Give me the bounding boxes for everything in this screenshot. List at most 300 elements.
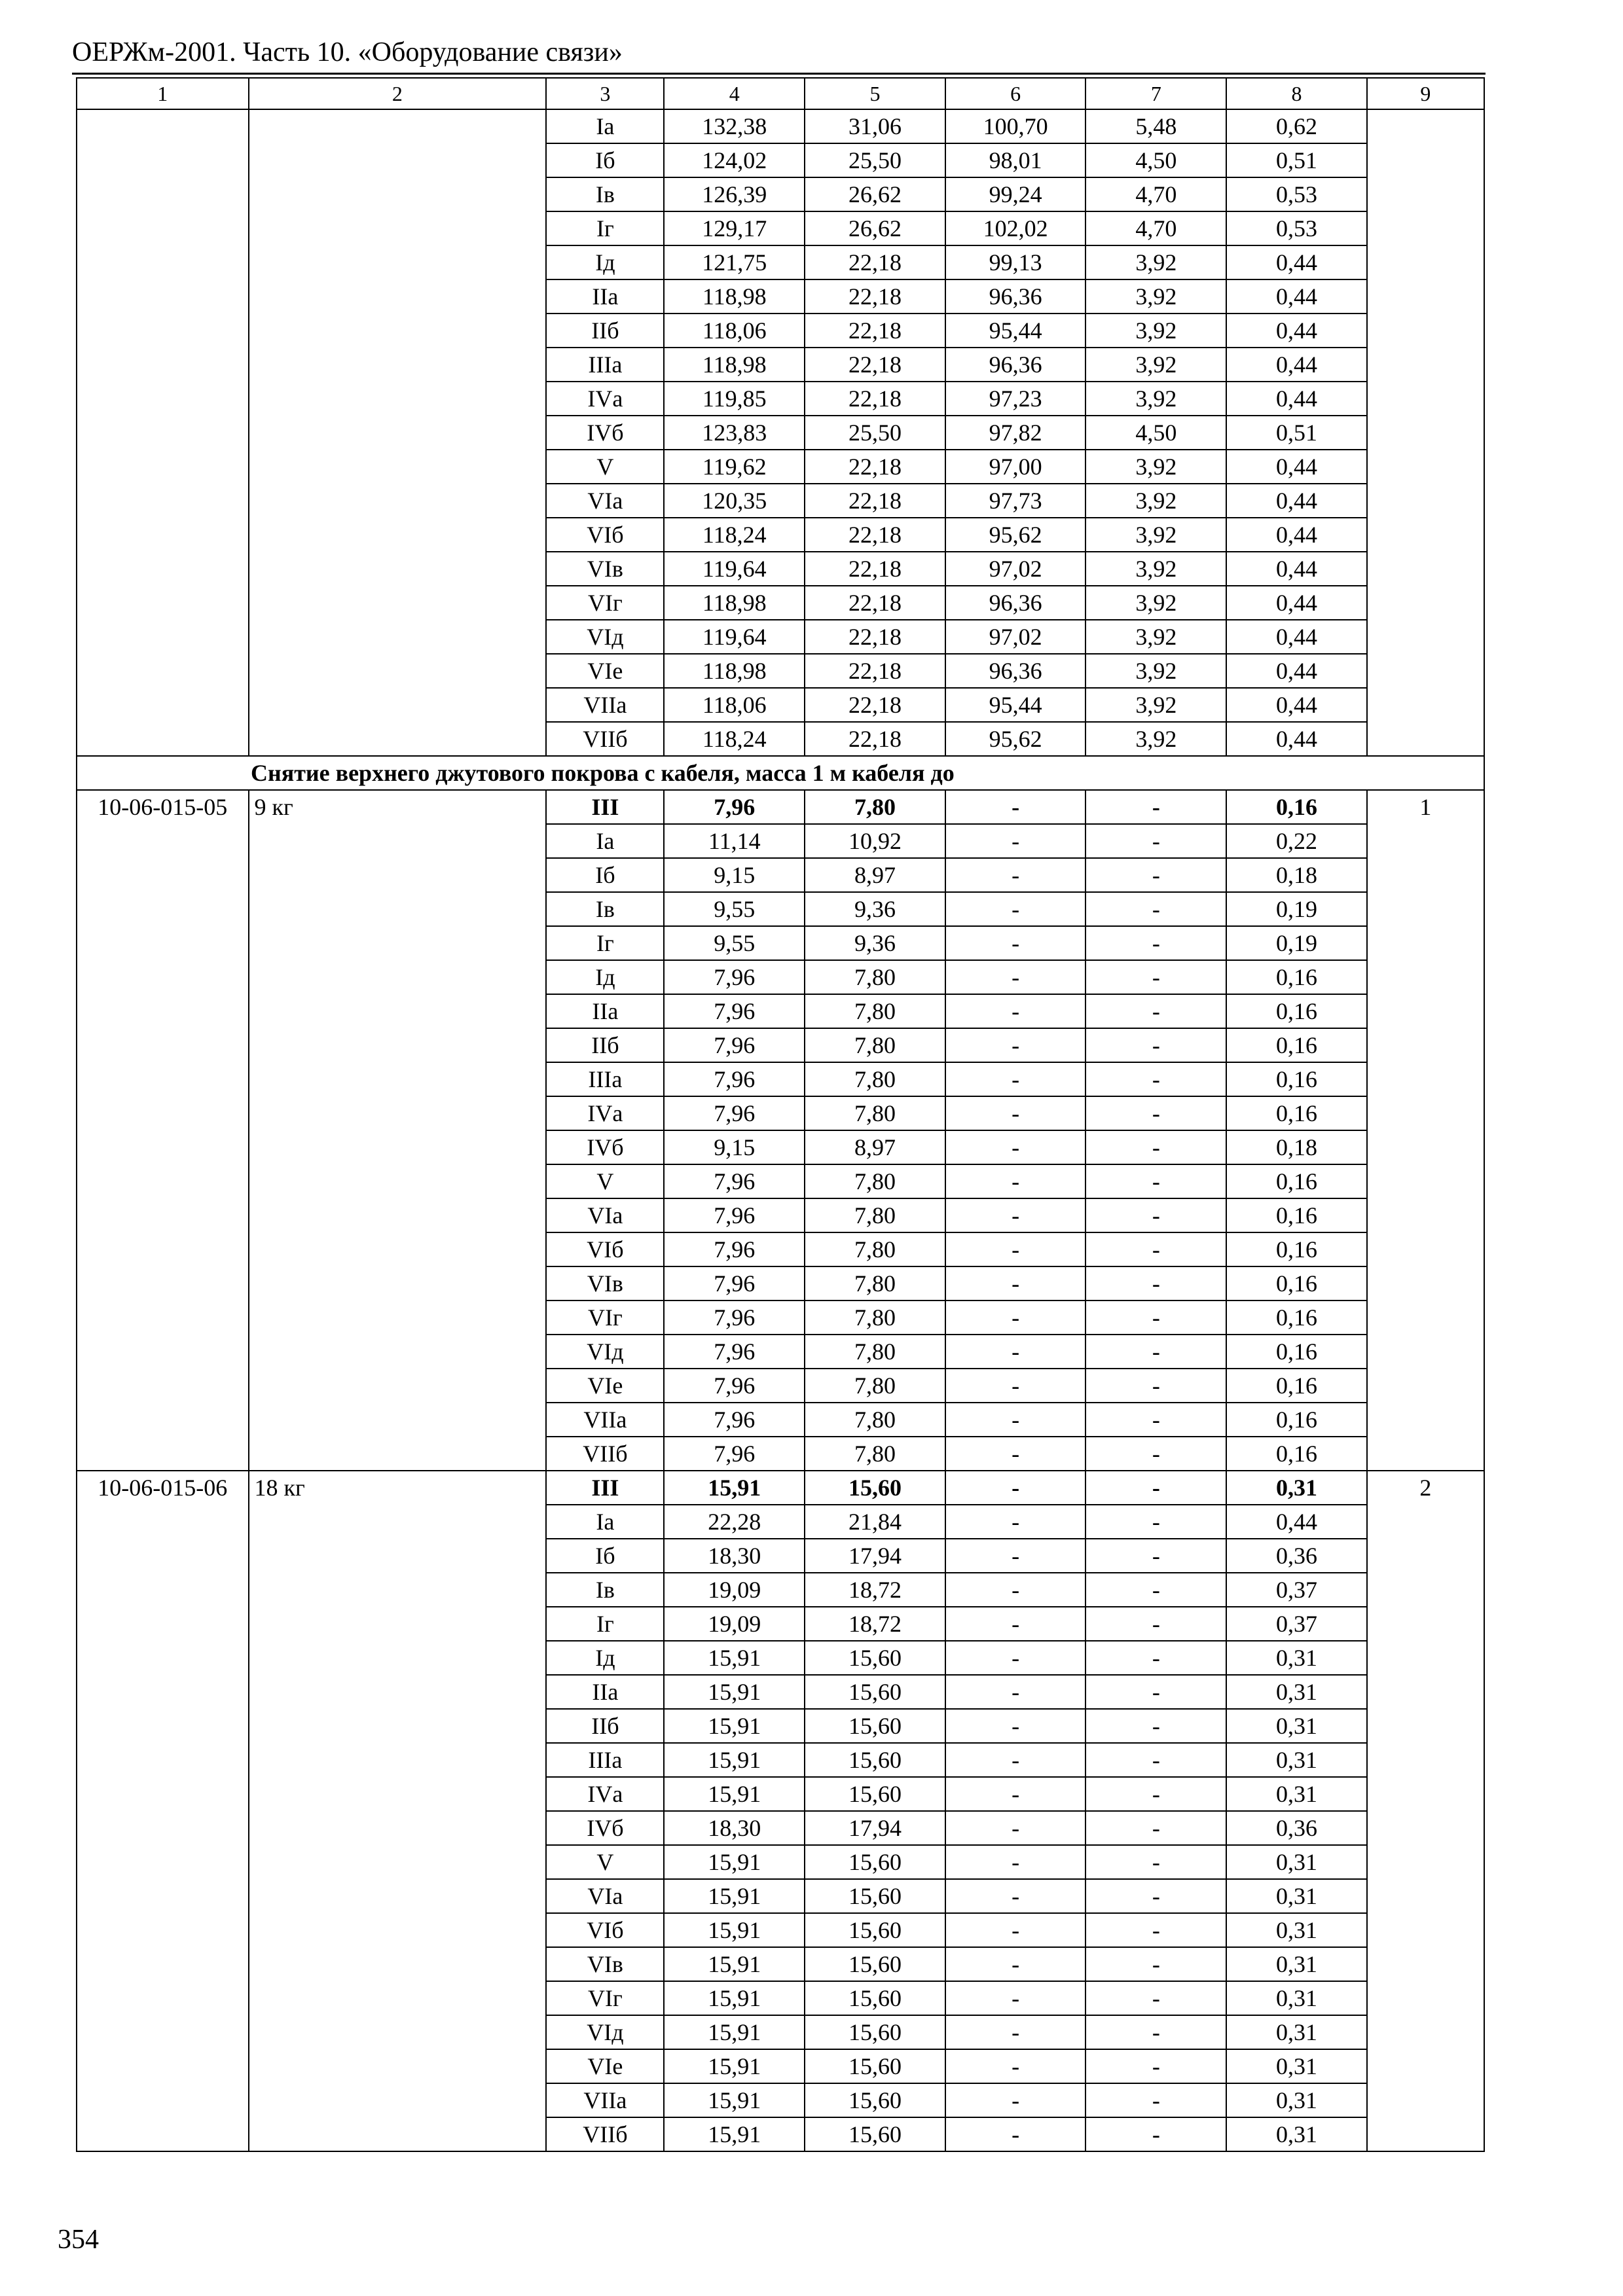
resource-code-cell: IIIа — [546, 1062, 664, 1096]
value-col8-cell: 0,16 — [1226, 1232, 1367, 1266]
value-col5-cell: 8,97 — [805, 858, 945, 892]
value-col4-cell: 15,91 — [664, 2117, 805, 2151]
resource-code-cell: VIг — [546, 586, 664, 620]
value-col5-cell: 22,18 — [805, 450, 945, 484]
value-col6-cell: 102,02 — [945, 211, 1086, 245]
value-col5-cell: 21,84 — [805, 1505, 945, 1539]
section-title: Снятие верхнего джутового покрова с кабеля, масса 1 м кабеля до — [77, 756, 1484, 790]
value-col7-cell: - — [1085, 1300, 1226, 1335]
value-col5-cell: 22,18 — [805, 382, 945, 416]
resource-code-cell: VIг — [546, 1981, 664, 2015]
value-col5-cell: 15,60 — [805, 2015, 945, 2049]
resource-code-cell: Iд — [546, 245, 664, 279]
value-col7-cell: 3,92 — [1085, 518, 1226, 552]
value-col6-cell: - — [945, 1675, 1086, 1709]
value-col5-cell: 15,60 — [805, 1845, 945, 1879]
value-col6-cell: 98,01 — [945, 143, 1086, 177]
value-col5-cell: 15,60 — [805, 1709, 945, 1743]
value-col8-cell: 0,16 — [1226, 1198, 1367, 1232]
value-col8-cell: 0,19 — [1226, 926, 1367, 960]
value-col4-cell: 22,28 — [664, 1505, 805, 1539]
value-col8-cell: 0,16 — [1226, 1300, 1367, 1335]
value-col7-cell: 3,92 — [1085, 586, 1226, 620]
value-col8-cell: 0,44 — [1226, 348, 1367, 382]
column-number-7: 7 — [1085, 78, 1226, 109]
value-col4-cell: 7,96 — [664, 1437, 805, 1471]
column-number-8: 8 — [1226, 78, 1367, 109]
resource-code-cell: V — [546, 1164, 664, 1198]
value-col8-cell: 0,16 — [1226, 1062, 1367, 1096]
table-row — [77, 109, 1484, 143]
value-col7-cell: - — [1085, 1028, 1226, 1062]
value-col4-cell: 15,91 — [664, 1913, 805, 1947]
value-col5-cell: 26,62 — [805, 177, 945, 211]
value-col6-cell: - — [945, 790, 1086, 824]
value-col7-cell: 3,92 — [1085, 620, 1226, 654]
resource-code-cell: Iв — [546, 177, 664, 211]
value-col4-cell: 7,96 — [664, 1096, 805, 1130]
value-col7-cell: - — [1085, 1811, 1226, 1845]
value-col5-cell: 22,18 — [805, 348, 945, 382]
value-col7-cell: - — [1085, 1709, 1226, 1743]
value-col4-cell: 7,96 — [664, 1062, 805, 1096]
value-col5-cell: 7,80 — [805, 1437, 945, 1471]
value-col4-cell: 132,38 — [664, 109, 805, 143]
resource-code-cell: V — [546, 450, 664, 484]
reference-cell-blank — [1367, 109, 1484, 756]
value-col7-cell: - — [1085, 1096, 1226, 1130]
value-col4-cell: 15,91 — [664, 1743, 805, 1777]
value-col6-cell: 95,62 — [945, 722, 1086, 756]
value-col6-cell: - — [945, 1062, 1086, 1096]
value-col6-cell: 97,82 — [945, 416, 1086, 450]
resource-code-cell: VIб — [546, 1913, 664, 1947]
value-col4-cell: 15,91 — [664, 2049, 805, 2083]
column-number-row — [77, 78, 1484, 109]
value-col5-cell: 22,18 — [805, 654, 945, 688]
value-col7-cell: - — [1085, 1164, 1226, 1198]
resource-code-cell: VIб — [546, 1232, 664, 1266]
value-col6-cell: 97,02 — [945, 552, 1086, 586]
value-col7-cell: 3,92 — [1085, 450, 1226, 484]
value-col7-cell: - — [1085, 1573, 1226, 1607]
resource-code-cell: V — [546, 1845, 664, 1879]
value-col6-cell: - — [945, 1403, 1086, 1437]
value-col4-cell: 118,24 — [664, 518, 805, 552]
value-col5-cell: 17,94 — [805, 1811, 945, 1845]
value-col7-cell: - — [1085, 1198, 1226, 1232]
value-col7-cell: - — [1085, 892, 1226, 926]
value-col4-cell: 7,96 — [664, 1266, 805, 1300]
value-col5-cell: 7,80 — [805, 1266, 945, 1300]
value-col7-cell: - — [1085, 960, 1226, 994]
resource-code-cell: Iг — [546, 211, 664, 245]
value-col4-cell: 19,09 — [664, 1573, 805, 1607]
value-col8-cell: 0,53 — [1226, 211, 1367, 245]
value-col4-cell: 15,91 — [664, 2015, 805, 2049]
value-col5-cell: 10,92 — [805, 824, 945, 858]
page-header: ОЕРЖм-2001. Часть 10. «Оборудование связи» — [72, 37, 623, 67]
value-col8-cell: 0,31 — [1226, 1981, 1367, 2015]
value-col6-cell: - — [945, 2117, 1086, 2151]
value-col6-cell: 97,02 — [945, 620, 1086, 654]
value-col8-cell: 0,31 — [1226, 1913, 1367, 1947]
value-col8-cell: 0,37 — [1226, 1573, 1367, 1607]
value-col7-cell: - — [1085, 1913, 1226, 1947]
rates-table — [76, 77, 1485, 2152]
value-col5-cell: 15,60 — [805, 1913, 945, 1947]
value-col6-cell: - — [945, 1641, 1086, 1675]
value-col8-cell: 0,16 — [1226, 1437, 1367, 1471]
value-col6-cell: - — [945, 1437, 1086, 1471]
reference-number: 2 — [1367, 1471, 1484, 2151]
value-col4-cell: 118,24 — [664, 722, 805, 756]
value-col6-cell: 96,36 — [945, 586, 1086, 620]
resource-code-cell: Iб — [546, 1539, 664, 1573]
resource-code-cell: Iд — [546, 1641, 664, 1675]
value-col5-cell: 18,72 — [805, 1573, 945, 1607]
resource-code-cell: IIб — [546, 1028, 664, 1062]
value-col8-cell: 0,44 — [1226, 620, 1367, 654]
value-col5-cell: 15,60 — [805, 1471, 945, 1505]
value-col7-cell: 4,50 — [1085, 416, 1226, 450]
value-col6-cell: - — [945, 1369, 1086, 1403]
value-col6-cell: - — [945, 1913, 1086, 1947]
code-cell-blank — [77, 109, 249, 756]
value-col4-cell: 7,96 — [664, 790, 805, 824]
value-col6-cell: 95,62 — [945, 518, 1086, 552]
value-col6-cell: - — [945, 1845, 1086, 1879]
value-col7-cell: - — [1085, 1130, 1226, 1164]
value-col7-cell: 3,92 — [1085, 484, 1226, 518]
value-col5-cell: 15,60 — [805, 1981, 945, 2015]
resource-code-cell: Iа — [546, 109, 664, 143]
value-col4-cell: 120,35 — [664, 484, 805, 518]
column-number-3: 3 — [546, 78, 664, 109]
resource-code-cell: VIд — [546, 1335, 664, 1369]
value-col6-cell: - — [945, 2015, 1086, 2049]
value-col5-cell: 15,60 — [805, 2083, 945, 2117]
value-col7-cell: - — [1085, 2015, 1226, 2049]
value-col6-cell: - — [945, 1164, 1086, 1198]
parameter-cell-blank — [249, 109, 547, 756]
value-col8-cell: 0,44 — [1226, 245, 1367, 279]
value-col5-cell: 7,80 — [805, 994, 945, 1028]
value-col7-cell: - — [1085, 1641, 1226, 1675]
resource-code-cell: VIд — [546, 2015, 664, 2049]
value-col8-cell: 0,62 — [1226, 109, 1367, 143]
value-col8-cell: 0,53 — [1226, 177, 1367, 211]
value-col7-cell: 3,92 — [1085, 245, 1226, 279]
value-col8-cell: 0,44 — [1226, 586, 1367, 620]
value-col6-cell: 96,36 — [945, 279, 1086, 314]
value-col6-cell: - — [945, 1028, 1086, 1062]
value-col6-cell: - — [945, 1539, 1086, 1573]
value-col8-cell: 0,31 — [1226, 2083, 1367, 2117]
resource-code-cell: Iа — [546, 824, 664, 858]
value-col6-cell: - — [945, 892, 1086, 926]
value-col8-cell: 0,44 — [1226, 722, 1367, 756]
value-col7-cell: - — [1085, 2049, 1226, 2083]
value-col6-cell: - — [945, 960, 1086, 994]
value-col5-cell: 7,80 — [805, 1028, 945, 1062]
resource-code-cell: IIб — [546, 1709, 664, 1743]
value-col7-cell: - — [1085, 1505, 1226, 1539]
value-col7-cell: - — [1085, 858, 1226, 892]
resource-code-cell: VIе — [546, 1369, 664, 1403]
rates-table-body — [77, 78, 1484, 2151]
value-col7-cell: - — [1085, 1369, 1226, 1403]
value-col7-cell: 3,92 — [1085, 279, 1226, 314]
value-col5-cell: 7,80 — [805, 1403, 945, 1437]
value-col4-cell: 126,39 — [664, 177, 805, 211]
value-col7-cell: 3,92 — [1085, 688, 1226, 722]
column-number-1: 1 — [77, 78, 249, 109]
value-col7-cell: - — [1085, 824, 1226, 858]
value-col4-cell: 9,15 — [664, 858, 805, 892]
value-col8-cell: 0,16 — [1226, 1266, 1367, 1300]
value-col4-cell: 118,06 — [664, 688, 805, 722]
table-row — [77, 790, 1484, 824]
resource-code-cell: IVа — [546, 382, 664, 416]
resource-code-cell: VIа — [546, 1879, 664, 1913]
value-col7-cell: - — [1085, 790, 1226, 824]
value-col4-cell: 119,62 — [664, 450, 805, 484]
value-col4-cell: 15,91 — [664, 1471, 805, 1505]
value-col4-cell: 7,96 — [664, 1369, 805, 1403]
resource-code-cell: IIIа — [546, 348, 664, 382]
parameter-value: 9 кг — [249, 790, 547, 1471]
value-col5-cell: 22,18 — [805, 552, 945, 586]
value-col6-cell: 96,36 — [945, 348, 1086, 382]
value-col8-cell: 0,31 — [1226, 1641, 1367, 1675]
value-col6-cell: - — [945, 1335, 1086, 1369]
value-col4-cell: 18,30 — [664, 1539, 805, 1573]
value-col6-cell: 99,24 — [945, 177, 1086, 211]
value-col8-cell: 0,51 — [1226, 416, 1367, 450]
resource-code-cell: VIб — [546, 518, 664, 552]
value-col6-cell: - — [945, 1709, 1086, 1743]
value-col6-cell: - — [945, 926, 1086, 960]
value-col7-cell: - — [1085, 1403, 1226, 1437]
value-col5-cell: 22,18 — [805, 586, 945, 620]
value-col6-cell: - — [945, 1811, 1086, 1845]
value-col6-cell: 100,70 — [945, 109, 1086, 143]
resource-code-cell: VIIб — [546, 2117, 664, 2151]
value-col4-cell: 123,83 — [664, 416, 805, 450]
value-col5-cell: 25,50 — [805, 143, 945, 177]
value-col7-cell: 4,50 — [1085, 143, 1226, 177]
value-col7-cell: - — [1085, 1675, 1226, 1709]
value-col5-cell: 15,60 — [805, 1879, 945, 1913]
value-col5-cell: 8,97 — [805, 1130, 945, 1164]
value-col7-cell: 4,70 — [1085, 177, 1226, 211]
value-col5-cell: 7,80 — [805, 1164, 945, 1198]
resource-code-cell: IVб — [546, 1811, 664, 1845]
resource-code-cell: Iб — [546, 858, 664, 892]
value-col8-cell: 0,16 — [1226, 1369, 1367, 1403]
value-col5-cell: 7,80 — [805, 1300, 945, 1335]
value-col4-cell: 118,98 — [664, 654, 805, 688]
value-col6-cell: - — [945, 1607, 1086, 1641]
value-col5-cell: 9,36 — [805, 892, 945, 926]
resource-code-cell: IVб — [546, 1130, 664, 1164]
value-col8-cell: 0,44 — [1226, 279, 1367, 314]
value-col5-cell: 22,18 — [805, 722, 945, 756]
value-col4-cell: 15,91 — [664, 1879, 805, 1913]
value-col7-cell: - — [1085, 1471, 1226, 1505]
value-col6-cell: - — [945, 1981, 1086, 2015]
value-col5-cell: 7,80 — [805, 960, 945, 994]
value-col5-cell: 22,18 — [805, 484, 945, 518]
value-col6-cell: 99,13 — [945, 245, 1086, 279]
value-col5-cell: 22,18 — [805, 518, 945, 552]
value-col5-cell: 7,80 — [805, 790, 945, 824]
value-col8-cell: 0,31 — [1226, 2049, 1367, 2083]
value-col5-cell: 7,80 — [805, 1335, 945, 1369]
value-col5-cell: 15,60 — [805, 1777, 945, 1811]
value-col4-cell: 15,91 — [664, 1845, 805, 1879]
reference-number: 1 — [1367, 790, 1484, 1471]
value-col7-cell: - — [1085, 1539, 1226, 1573]
value-col4-cell: 7,96 — [664, 1164, 805, 1198]
parameter-value: 18 кг — [249, 1471, 547, 2151]
resource-code-cell: IVа — [546, 1096, 664, 1130]
value-col5-cell: 15,60 — [805, 1641, 945, 1675]
value-col4-cell: 119,64 — [664, 552, 805, 586]
value-col7-cell: - — [1085, 1845, 1226, 1879]
value-col5-cell: 7,80 — [805, 1096, 945, 1130]
value-col4-cell: 15,91 — [664, 2083, 805, 2117]
resource-code-cell: Iд — [546, 960, 664, 994]
resource-code-cell: VIд — [546, 620, 664, 654]
value-col4-cell: 118,98 — [664, 348, 805, 382]
value-col5-cell: 15,60 — [805, 2049, 945, 2083]
resource-code-cell: Iг — [546, 1607, 664, 1641]
value-col6-cell: - — [945, 994, 1086, 1028]
value-col6-cell: - — [945, 1471, 1086, 1505]
value-col5-cell: 7,80 — [805, 1198, 945, 1232]
value-col8-cell: 0,16 — [1226, 1403, 1367, 1437]
value-col8-cell: 0,16 — [1226, 960, 1367, 994]
value-col8-cell: 0,51 — [1226, 143, 1367, 177]
resource-code-cell: VIIа — [546, 1403, 664, 1437]
value-col8-cell: 0,31 — [1226, 2015, 1367, 2049]
value-col8-cell: 0,44 — [1226, 518, 1367, 552]
value-col7-cell: - — [1085, 1607, 1226, 1641]
value-col4-cell: 7,96 — [664, 1232, 805, 1266]
value-col7-cell: - — [1085, 1335, 1226, 1369]
value-col7-cell: - — [1085, 1743, 1226, 1777]
table-row — [77, 1471, 1484, 1505]
value-col8-cell: 0,19 — [1226, 892, 1367, 926]
value-col4-cell: 7,96 — [664, 1335, 805, 1369]
value-col8-cell: 0,44 — [1226, 450, 1367, 484]
value-col7-cell: - — [1085, 1266, 1226, 1300]
value-col4-cell: 119,64 — [664, 620, 805, 654]
value-col5-cell: 15,60 — [805, 1675, 945, 1709]
value-col4-cell: 15,91 — [664, 1675, 805, 1709]
resource-code-cell: VIIб — [546, 1437, 664, 1471]
value-col8-cell: 0,31 — [1226, 1709, 1367, 1743]
resource-code-cell: VIIа — [546, 2083, 664, 2117]
value-col7-cell: - — [1085, 1062, 1226, 1096]
value-col8-cell: 0,31 — [1226, 1675, 1367, 1709]
value-col8-cell: 0,36 — [1226, 1539, 1367, 1573]
section-title-row — [77, 756, 1484, 790]
value-col7-cell: 3,92 — [1085, 382, 1226, 416]
column-number-6: 6 — [945, 78, 1086, 109]
value-col6-cell: - — [945, 824, 1086, 858]
value-col8-cell: 0,16 — [1226, 1335, 1367, 1369]
value-col8-cell: 0,37 — [1226, 1607, 1367, 1641]
value-col8-cell: 0,44 — [1226, 688, 1367, 722]
value-col8-cell: 0,31 — [1226, 1743, 1367, 1777]
value-col5-cell: 15,60 — [805, 2117, 945, 2151]
value-col6-cell: 95,44 — [945, 688, 1086, 722]
value-col6-cell: - — [945, 1096, 1086, 1130]
page-number: 354 — [58, 2225, 99, 2255]
value-col5-cell: 25,50 — [805, 416, 945, 450]
value-col6-cell: 96,36 — [945, 654, 1086, 688]
value-col5-cell: 7,80 — [805, 1232, 945, 1266]
value-col8-cell: 0,16 — [1226, 790, 1367, 824]
value-col6-cell: 95,44 — [945, 314, 1086, 348]
value-col8-cell: 0,44 — [1226, 382, 1367, 416]
resource-code-cell: VIг — [546, 1300, 664, 1335]
resource-code-cell: IVб — [546, 416, 664, 450]
resource-code-cell: IIб — [546, 314, 664, 348]
resource-code-cell: IIIа — [546, 1743, 664, 1777]
value-col4-cell: 121,75 — [664, 245, 805, 279]
value-col7-cell: 3,92 — [1085, 722, 1226, 756]
value-col5-cell: 9,36 — [805, 926, 945, 960]
value-col6-cell: - — [945, 2083, 1086, 2117]
value-col5-cell: 15,60 — [805, 1947, 945, 1981]
value-col8-cell: 0,18 — [1226, 1130, 1367, 1164]
value-col5-cell: 18,72 — [805, 1607, 945, 1641]
value-col4-cell: 15,91 — [664, 1641, 805, 1675]
value-col8-cell: 0,16 — [1226, 1164, 1367, 1198]
value-col7-cell: 3,92 — [1085, 654, 1226, 688]
resource-code: 10-06-015-06 — [77, 1471, 249, 2151]
value-col7-cell: - — [1085, 2117, 1226, 2151]
value-col4-cell: 15,91 — [664, 1947, 805, 1981]
resource-code-cell: VIе — [546, 654, 664, 688]
value-col8-cell: 0,31 — [1226, 1947, 1367, 1981]
value-col6-cell: - — [945, 1130, 1086, 1164]
value-col4-cell: 129,17 — [664, 211, 805, 245]
value-col4-cell: 9,15 — [664, 1130, 805, 1164]
value-col8-cell: 0,31 — [1226, 1471, 1367, 1505]
resource-code-cell: IIа — [546, 279, 664, 314]
value-col6-cell: - — [945, 1947, 1086, 1981]
value-col7-cell: 3,92 — [1085, 314, 1226, 348]
value-col6-cell: 97,23 — [945, 382, 1086, 416]
resource-code-cell: III — [546, 1471, 664, 1505]
value-col5-cell: 7,80 — [805, 1369, 945, 1403]
value-col8-cell: 0,18 — [1226, 858, 1367, 892]
resource-code-cell: VIе — [546, 2049, 664, 2083]
value-col7-cell: - — [1085, 1981, 1226, 2015]
value-col4-cell: 124,02 — [664, 143, 805, 177]
value-col8-cell: 0,44 — [1226, 484, 1367, 518]
value-col4-cell: 11,14 — [664, 824, 805, 858]
value-col8-cell: 0,22 — [1226, 824, 1367, 858]
value-col6-cell: - — [945, 1232, 1086, 1266]
value-col5-cell: 22,18 — [805, 314, 945, 348]
value-col8-cell: 0,31 — [1226, 1845, 1367, 1879]
